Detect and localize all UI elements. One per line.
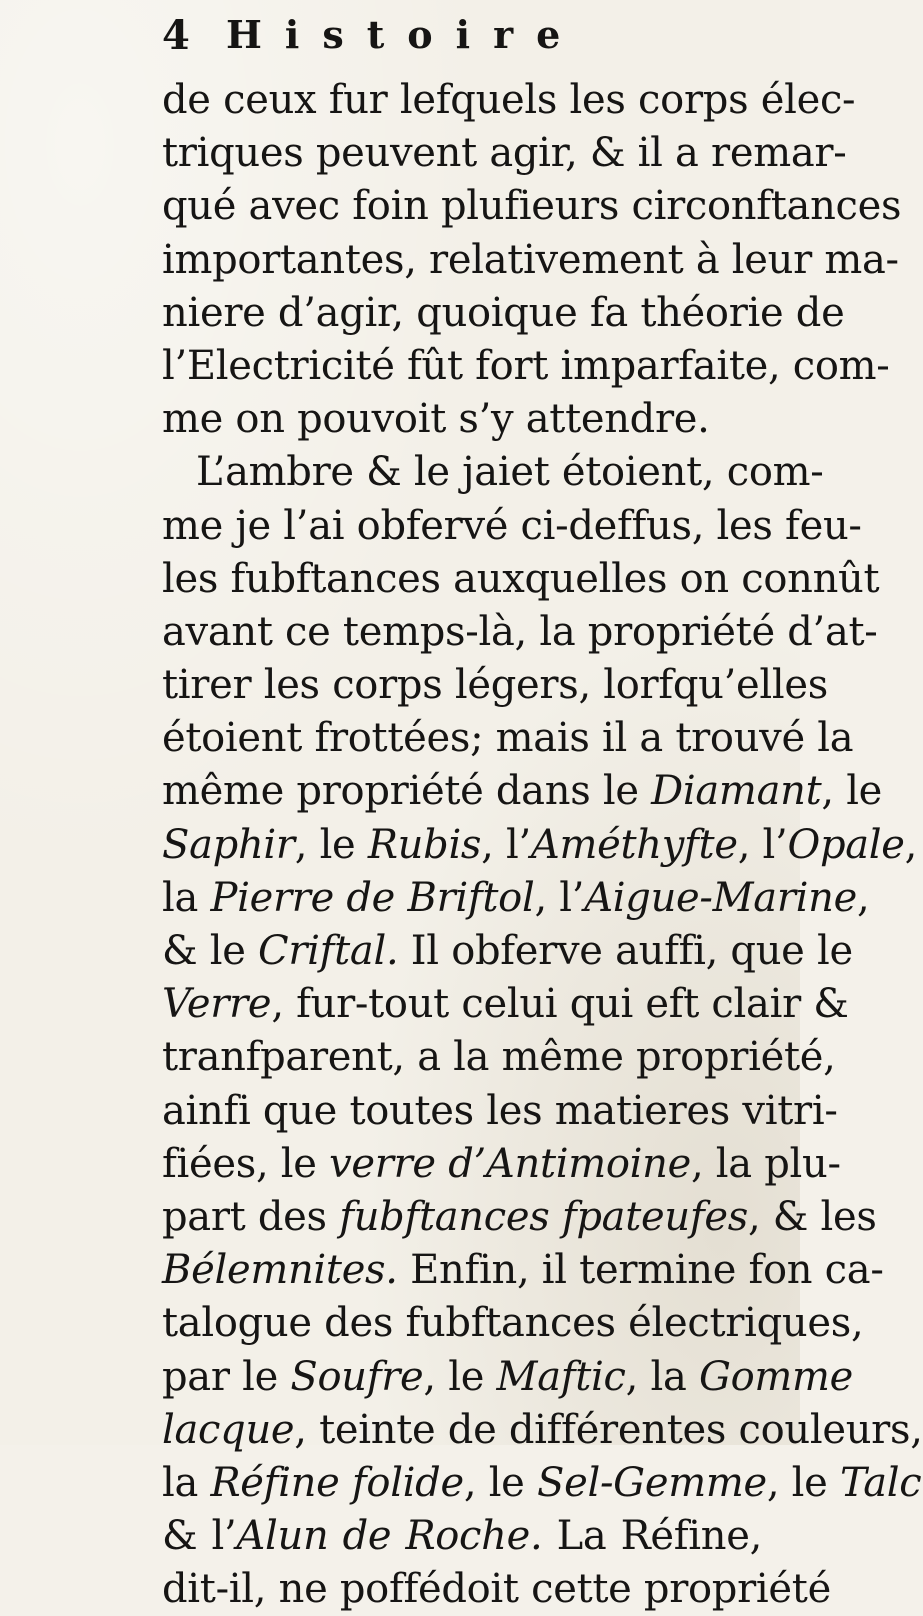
text-line: [162, 74, 856, 127]
text-run: , le: [821, 768, 883, 815]
text-run: part des: [162, 1193, 340, 1240]
page-number: 4: [162, 12, 190, 59]
italic-term: Verre: [162, 981, 272, 1028]
italic-term: Aigue-Marine: [584, 874, 857, 921]
text-line: [162, 1563, 831, 1616]
text-run: de ceux fur lefquels les corps élec-: [162, 77, 856, 123]
text-run: , le: [463, 1459, 537, 1506]
text-run: avant ce temps-là, la propriété d’at-: [162, 608, 878, 655]
text-run: La Réfine,: [542, 1513, 763, 1560]
italic-term: Maftic: [496, 1353, 626, 1400]
text-line: [162, 712, 854, 765]
text-line: [162, 287, 845, 340]
text-run: L’ambre & le jaiet étoient, com-: [196, 449, 824, 496]
body-text: [162, 74, 923, 1616]
text-line: [162, 393, 762, 446]
text-line: [162, 1244, 884, 1297]
text-run: , l’: [737, 821, 788, 868]
text-line: [162, 127, 847, 180]
text-line: [162, 606, 878, 659]
text-line: [162, 1138, 841, 1191]
text-run: , la: [625, 1353, 699, 1400]
italic-term: fubftances fpateufes: [339, 1193, 748, 1240]
italic-term: Alun de Roche.: [236, 1513, 543, 1560]
text-run: , teinte de différentes couleurs,: [294, 1406, 923, 1453]
text-run: qué avec foin plufieurs circonftances: [162, 183, 902, 230]
text-run: & l’: [162, 1513, 237, 1560]
text-run: tirer les corps légers, lorfqu’elles: [162, 662, 829, 709]
text-run: ,: [904, 821, 918, 868]
text-run: , la plu-: [690, 1140, 841, 1187]
text-run: , le: [294, 821, 368, 868]
text-line: [162, 659, 829, 712]
text-run: niere d’agir, quoique fa théorie de: [162, 289, 845, 336]
italic-term: Réfine folide: [210, 1459, 464, 1506]
page-header: [162, 8, 762, 72]
italic-term: verre d’Antimoine: [329, 1140, 691, 1187]
text-run: fiées, le: [162, 1140, 330, 1187]
italic-term: Rubis: [367, 821, 482, 868]
text-line: [162, 1510, 762, 1563]
text-run: , le: [423, 1353, 497, 1400]
italic-term: Améthyfte: [530, 821, 738, 868]
text-line: [162, 1297, 864, 1350]
text-line: [162, 819, 918, 872]
text-line: [162, 1457, 922, 1510]
text-run: étoient frottées; mais il a trouvé la: [162, 715, 854, 762]
text-line: [162, 978, 849, 1031]
italic-term: lacque: [162, 1406, 295, 1453]
text-line: [162, 446, 824, 499]
text-line: [162, 500, 862, 553]
text-line: [162, 234, 899, 287]
text-run: la: [162, 1459, 211, 1506]
text-run: la: [162, 874, 211, 921]
text-run: ainfi que toutes les matieres vitri-: [162, 1087, 838, 1134]
text-line: [162, 553, 880, 606]
text-line: [162, 1031, 836, 1084]
text-run: , & les: [747, 1193, 877, 1240]
text-run: , l’: [534, 874, 585, 921]
text-line: [162, 872, 870, 925]
text-line: [162, 340, 890, 393]
text-run: l’Electricité fût fort imparfaite, com-: [162, 342, 890, 389]
text-line: [162, 180, 902, 233]
text-line: [162, 1404, 923, 1457]
text-run: par le: [162, 1353, 291, 1400]
text-run: même propriété dans le: [162, 768, 652, 815]
text-line: [162, 1191, 877, 1244]
text-run: les fubftances auxquelles on connût: [162, 555, 880, 602]
text-run: talogue des fubftances électriques,: [162, 1300, 864, 1347]
italic-term: Gomme: [698, 1353, 854, 1400]
text-line: [162, 1351, 854, 1404]
text-run: , l’: [481, 821, 531, 868]
italic-term: Diamant: [651, 768, 822, 815]
text-line: [162, 765, 883, 818]
text-line: [162, 925, 853, 978]
italic-term: Criftal.: [258, 928, 399, 974]
text-run: importantes, relativement à leur ma-: [162, 236, 899, 283]
running-title: Histoire: [226, 12, 584, 57]
italic-term: Sel-Gemme: [536, 1459, 767, 1506]
text-line: [162, 1085, 838, 1138]
text-run: & le: [162, 928, 259, 974]
italic-term: Soufre: [290, 1353, 424, 1400]
text-run: tranfparent, a la même propriété,: [162, 1034, 836, 1081]
text-run: , le: [766, 1459, 840, 1506]
italic-term: Talc: [839, 1459, 922, 1506]
text-run: ,: [856, 874, 870, 921]
italic-term: Bélemnites.: [162, 1247, 398, 1294]
text-run: me je l’ai obfervé ci-deffus, les feu-: [162, 502, 862, 549]
text-run: Enfin, il termine fon ca-: [397, 1247, 884, 1294]
text-run: me on pouvoit s’y attendre.: [162, 396, 710, 443]
italic-term: Opale: [787, 821, 905, 868]
text-run: , fur-tout celui qui eft clair &: [271, 981, 849, 1028]
italic-term: Saphir: [162, 821, 295, 868]
text-run: dit-il, ne poffédoit cette propriété: [162, 1566, 831, 1613]
text-run: Il obferve auffi, que le: [398, 928, 853, 974]
italic-term: Pierre de Briftol: [210, 874, 535, 921]
text-run: triques peuvent agir, & il a remar-: [162, 130, 847, 177]
